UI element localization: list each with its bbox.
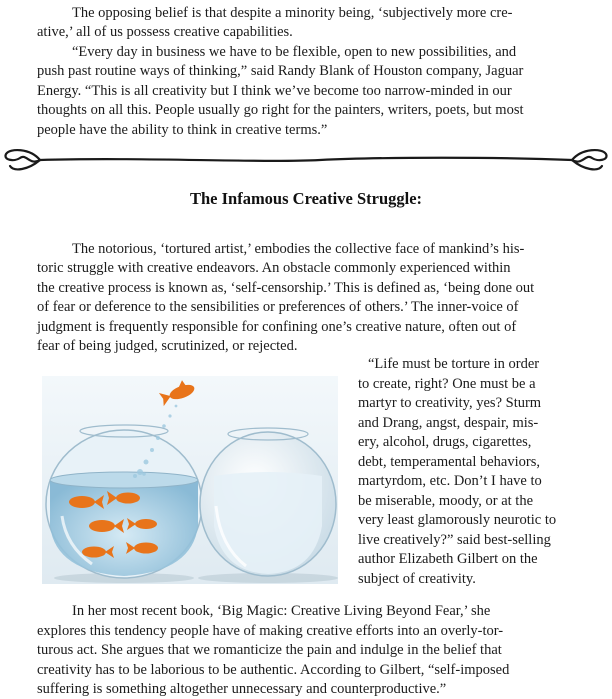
quote-line-5: people have the ability to think in creative terms.” bbox=[37, 122, 328, 138]
bigmagic-line-3: turous act. She argues that we romanticize the pain and indulge in the belief that bbox=[37, 642, 502, 658]
gilbert-line-5: ery, alcohol, drugs, cigarettes, bbox=[358, 434, 532, 450]
goldfish-jumping-photo bbox=[42, 376, 338, 584]
gilbert-line-12: subject of creativity. bbox=[358, 571, 476, 587]
bigmagic-line-2: explores this tendency people have of making creative efforts into an overly-tor- bbox=[37, 623, 504, 639]
intro-line-1: The opposing belief is that despite a minority being, ‘subjectively more cre- bbox=[72, 5, 513, 21]
intro-line-2: ative,’ all of us possess creative capabilities. bbox=[37, 24, 293, 40]
quote-line-1: “Every day in business we have to be flexible, open to new possibilities, and bbox=[72, 44, 517, 60]
gilbert-line-6: debt, temperamental behaviors, bbox=[358, 454, 540, 470]
gilbert-line-3: martyr to creativity, yes? Sturm bbox=[358, 395, 542, 411]
struggle-line-1: The notorious, ‘tortured artist,’ embodies the collective face of mankind’s his- bbox=[72, 241, 525, 257]
gilbert-line-9: very least glamorously neurotic to bbox=[358, 512, 557, 528]
flourish-divider bbox=[0, 140, 612, 180]
quote-line-4: thoughts on all this. People usually go right for the painters, writers, poets, but most bbox=[37, 102, 524, 118]
gilbert-line-4: and Drang, angst, despair, mis- bbox=[358, 415, 539, 431]
section-heading: The Infamous Creative Struggle: bbox=[189, 189, 423, 208]
bigmagic-line-4: creativity has to be laborious to be authentic. According to Gilbert, “self-imposed bbox=[37, 662, 510, 678]
gilbert-line-1: “Life must be torture in order bbox=[368, 356, 540, 372]
struggle-line-6: fear of being judged, scrutinized, or rejected. bbox=[37, 338, 298, 354]
gilbert-line-2: to create, right? One must be a bbox=[358, 376, 536, 392]
bigmagic-line-5: suffering is something altogether unnecessary and counterproductive.” bbox=[37, 681, 447, 697]
bigmagic-line-1: In her most recent book, ‘Big Magic: Creative Living Beyond Fear,’ she bbox=[72, 603, 491, 619]
quote-line-3: Energy. “This is all creativity but I think we’ve become too narrow-minded in our bbox=[37, 83, 512, 99]
gilbert-line-10: live creatively?” said best-selling bbox=[358, 532, 551, 548]
gilbert-line-11: author Elizabeth Gilbert on the bbox=[358, 551, 538, 567]
quote-line-2: push past routine ways of thinking,” said Randy Blank of Houston company, Jaguar bbox=[37, 63, 524, 79]
struggle-line-3: the creative process is known as, ‘self-censorship.’ This is defined as, ‘being done out bbox=[37, 280, 535, 296]
struggle-line-4: of fear or deference to the sensibilities or preferences of others.’ The inner-voice of bbox=[37, 299, 519, 315]
gilbert-line-8: be miserable, moody, or at the bbox=[358, 493, 534, 509]
struggle-line-2: toric struggle with creative endeavors. An obstacle commonly experienced within bbox=[37, 260, 511, 276]
gilbert-line-7: martyrdom, etc. Don’t I have to bbox=[358, 473, 542, 489]
struggle-line-5: judgment is frequently responsible for confining one’s creative nature, often out of bbox=[37, 319, 517, 335]
